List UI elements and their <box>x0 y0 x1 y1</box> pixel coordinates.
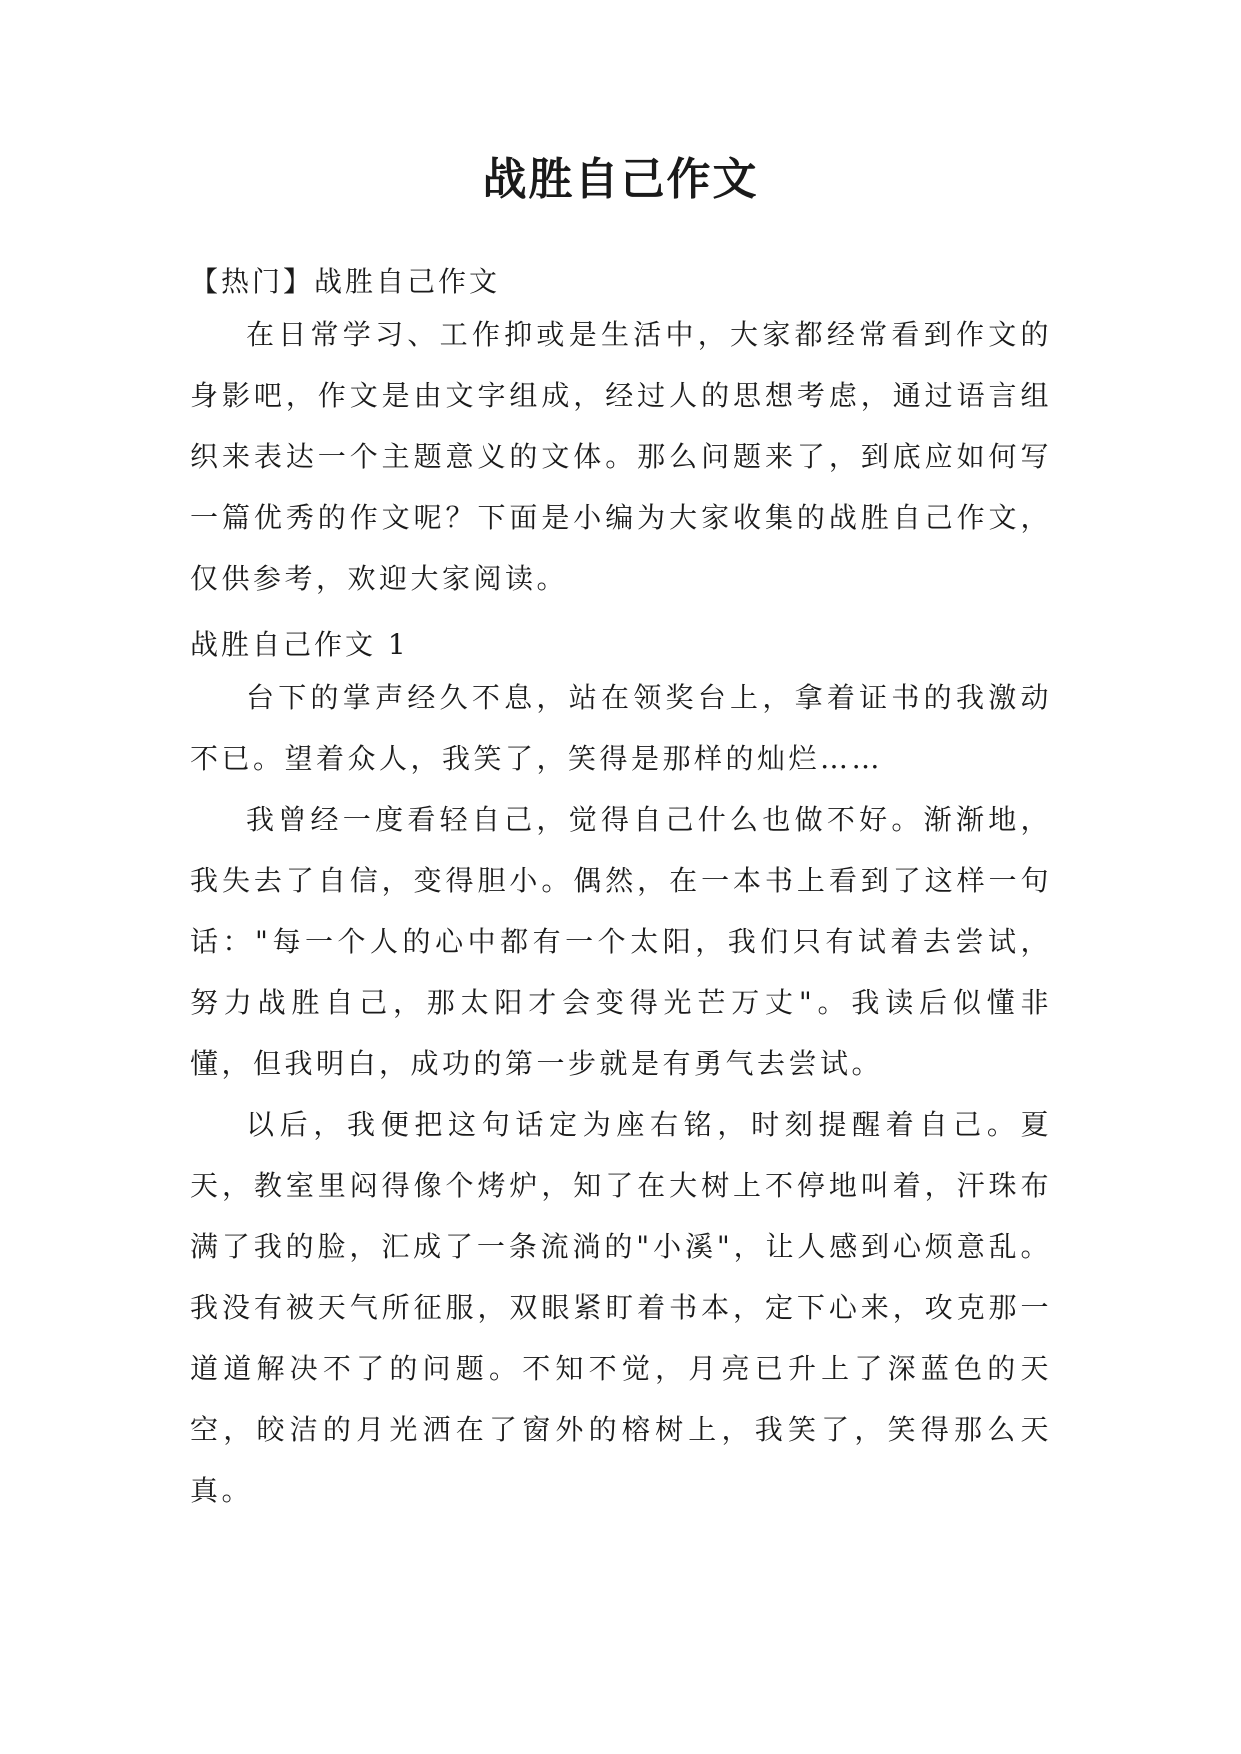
section-body <box>190 667 1052 1521</box>
intro-heading: 【热门】战胜自己作文 <box>190 265 501 298</box>
body-paragraph: 以后，我便把这句话定为座右铭，时刻提醒着自己。夏天，教室里闷得像个烤炉，知了在大树上不停地叫着，汗珠布满了我的脸，汇成了一条流淌的"小溪"，让人感到心烦意乱。我没有被天气所征服，双眼紧盯着书本，定下心来，攻克那一道道解决不了的问题。不知不觉，月亮已升上了深蓝色的天空，皎洁的月光洒在了窗外的榕树上，我笑了，笑得那么天真。 <box>190 1108 1052 1507</box>
intro-paragraph: 在日常学习、工作抑或是生活中，大家都经常看到作文的身影吧，作文是由文字组成，经过人的思想考虑，通过语言组织来表达一个主题意义的文体。那么问题来了，到底应如何写一篇优秀的作文呢？下面是小编为大家收集的战胜自己作文，仅供参考，欢迎大家阅读。 <box>190 318 1052 595</box>
body-paragraph: 台下的掌声经久不息，站在领奖台上，拿着证书的我激动不已。望着众人，我笑了，笑得是那样的灿烂…… <box>190 681 1052 775</box>
section-heading: 战胜自己作文 1 <box>190 628 409 661</box>
intro-body <box>190 304 1052 609</box>
document-title: 战胜自己作文 <box>482 154 759 205</box>
body-paragraph: 我曾经一度看轻自己，觉得自己什么也做不好。渐渐地，我失去了自信，变得胆小。偶然，在一本书上看到了这样一句话："每一个人的心中都有一个太阳，我们只有试着去尝试，努力战胜自己，那太阳才会变得光芒万丈"。我读后似懂非懂，但我明白，成功的第一步就是有勇气去尝试。 <box>190 803 1052 1080</box>
